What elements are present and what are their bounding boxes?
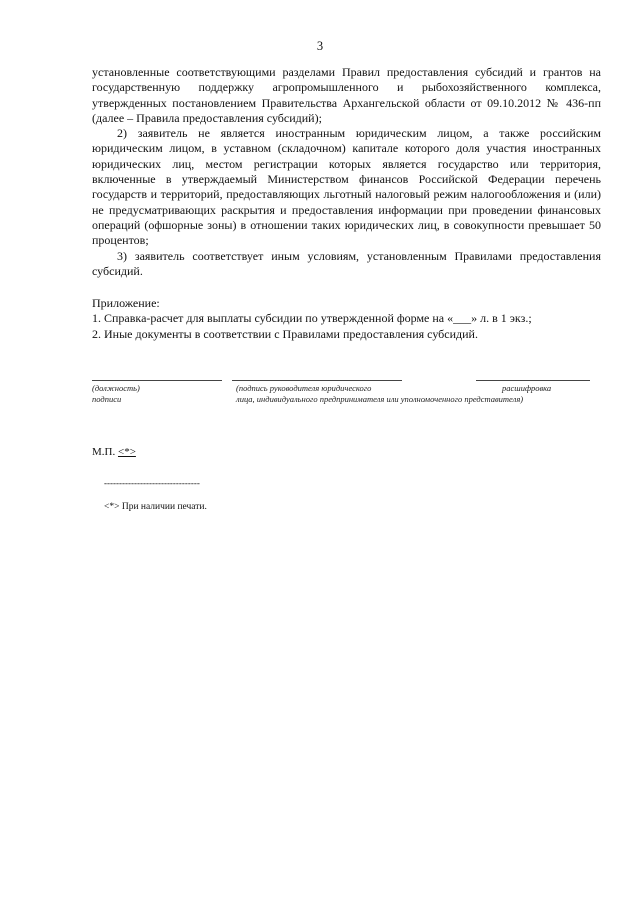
appendix-item-2: 2. Иные документы в соответствии с Правилами предоставления субсидий. (92, 326, 478, 341)
signature-line (232, 380, 402, 381)
signature-caption-2: лица, индивидуального предпринимателя или уполномоченного представителя) (236, 394, 524, 404)
appendix-section (92, 296, 601, 342)
decode-caption: расшифровка (502, 383, 552, 393)
body-text (92, 65, 601, 279)
footnote-reference-link[interactable]: <*> (117, 446, 136, 458)
position-caption: (должность) (92, 383, 140, 393)
appendix-item-1: 1. Справка-расчет для выплаты субсидии по утвержденной форме на «___» л. в 1 экз.; (92, 311, 532, 326)
stamp-place (92, 446, 136, 458)
appendix-title: Приложение: (92, 296, 160, 310)
footnote-text: <*> При наличии печати. (104, 502, 207, 512)
footnote-separator: -------------------------------- (104, 478, 200, 488)
stamp-label: М.П. (92, 446, 116, 458)
paragraph-continuation: установленные соответствующими разделами Правил предоставления субсидий и грантов на государственную поддержку агропромышленного и рыбохозяйственного комплекса, утвержденных постановлением Правительства Архангельской области от 09.10.2012 № 436-пп (далее – Правила предоставления субсидий); (92, 65, 601, 125)
position-caption-2: подписи (92, 394, 122, 404)
paragraph-item-2: 2) заявитель не является иностранным юридическим лицом, а также российским юридическим лицом, в уставном (складочном) капитале которого доля участия иностранных юридических лиц, местом регистрации которых является государство или территория, включенные в утверждаемый Министерством финансов Российской Федерации перечень государств и территорий, предоставляющих льготный налоговый режим налогообложения и (или) не предусматривающих раскрытия и предоставления информации при проведении финансовых операций (офшорные зоны) в отношении таких юридических лиц, в совокупности превышает 50 процентов; (92, 126, 601, 248)
signature-caption: (подпись руководителя юридического (236, 383, 372, 393)
position-signature-line (92, 380, 222, 381)
page-number: 3 (316, 39, 324, 53)
decode-signature-line (476, 380, 590, 381)
paragraph-item-3: 3) заявитель соответствует иным условиям, установленным Правилами предоставления субсидий. (92, 248, 601, 278)
